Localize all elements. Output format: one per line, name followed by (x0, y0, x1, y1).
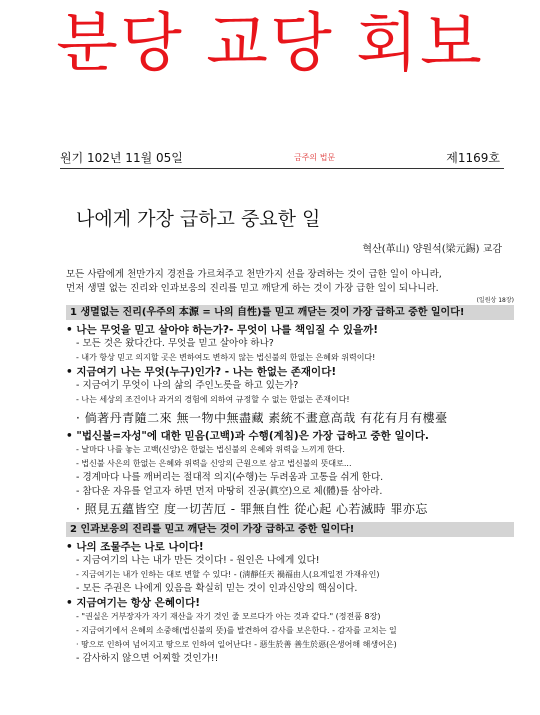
section-heading: 1 생멸없는 진리(우주의 本源 = 나의 自性)를 믿고 깨닫는 것이 가장 급하고 중한 일이다! (66, 305, 514, 320)
verse-line: · 照見五蘊皆空 度一切苦厄 - 罪無自性 從心起 心若滅時 罪亦忘 (76, 502, 428, 516)
body-line: - "권실은 거부장자가 자기 재산을 자기 것인 줄 모르다가 아는 것과 같다." (정전품 8장) (76, 612, 381, 621)
body-line: - 지금여기 무엇이 나의 삶의 주인노릇을 하고 있는가? (76, 380, 299, 391)
header-rule (60, 168, 504, 169)
body-line: · 땅으로 인하여 넘어지고 땅으로 인하여 일어난다! - 惡生於善 善生於惡(은생어해 해생어은) (76, 640, 397, 649)
body-line: - 지금여기는 내가 인하는 대로 변할 수 있다! - (淸靜任天 禍福由人(요계일전 가재유인) (76, 570, 380, 579)
point-heading: • "법신불=자성"에 대한 믿음(고백)과 수행(계침)은 가장 급하고 중한 일이다. (66, 430, 429, 442)
point-heading: • 지금여기는 항상 은혜이다! (66, 597, 201, 609)
intro-line: 모든 사람에게 천만가지 경전을 가르쳐주고 천만가지 선을 장려하는 것이 급한 일이 아니라, (66, 269, 442, 280)
point-heading: • 나의 조물주는 나로 나이다! (66, 541, 204, 553)
body-line: - 지금여기에서 은혜의 소중해(법신불의 뜻)를 발견하여 감사를 보은한다. - 감자를 고치는 일 (76, 626, 397, 635)
point-heading: • 지금여기 나는 무엇(누구)인가? - 나는 한없는 존재이다! (66, 366, 337, 378)
weekly-dharma-label: 금주의 법문 (293, 153, 336, 162)
body-line: - 모든 것은 왔다간다. 무엇을 믿고 살아야 하나? (76, 338, 274, 349)
point-heading: • 나는 무엇을 믿고 살아야 하는가?- 무엇이 나를 책임질 수 있을까! (66, 324, 379, 336)
article-title: 나에게 가장 급하고 중요한 일 (76, 208, 321, 230)
issue-date: 원기 102년 11월 05일 (60, 151, 183, 165)
verse-line: · 倘著丹青隨二來 無一物中無盡藏 素統不畫意高哉 有花有月有樓臺 (76, 411, 448, 425)
masthead-title: 분당 교당 회보 (56, 7, 484, 81)
article-author: 혁산(革山) 양원석(梁元錫) 교감 (362, 244, 502, 255)
intro-line: 먼저 생멸 없는 진리와 인과보응의 진리를 믿고 깨닫게 하는 것이 가장 급한 일이 되나니라. (66, 283, 439, 294)
body-line: - 날마다 나를 놓는 고백(신앙)은 한없는 법신불의 은혜와 위력을 느끼게 한다. (76, 445, 345, 454)
body-line: - 경계마다 나를 깨버리는 절대적 의지(수행)는 두려움과 고통을 쉬게 한다. (76, 472, 384, 483)
intro-citation: (일원상 18장) (476, 297, 514, 304)
issue-info-bar (60, 149, 500, 166)
body-line: - 참다운 자유를 얻고자 하면 먼저 마땅히 진공(眞空)으로 체(體)를 삼아라. (76, 486, 383, 497)
body-line: - 법신불 사은의 한없는 은혜와 위력을 신앙의 근원으로 삼고 법신불의 뜻대로... (76, 459, 352, 468)
body-line: - 나는 세상의 조건이나 과거의 경험에 의하여 규정할 수 없는 한없는 존재이다! (76, 395, 350, 404)
section-heading: 2 인과보응의 진리를 믿고 깨닫는 것이 가장 급하고 중한 일이다! (66, 522, 514, 537)
issue-number: 제1169호 (446, 151, 500, 165)
body-line: - 모든 주권은 나에게 있음을 확실히 믿는 것이 인과신앙의 핵심이다. (76, 583, 358, 594)
article-body (66, 268, 514, 666)
body-line: - 감사하지 않으면 어찌할 것인가!! (76, 653, 219, 664)
body-line: - 지금여기의 나는 내가 만든 것이다! - 원인은 나에게 있다! (76, 555, 320, 566)
body-line: - 내가 항상 믿고 의지할 곳은 변하여도 변하지 않는 법신불의 한없는 은혜와 위력이다! (76, 353, 376, 362)
